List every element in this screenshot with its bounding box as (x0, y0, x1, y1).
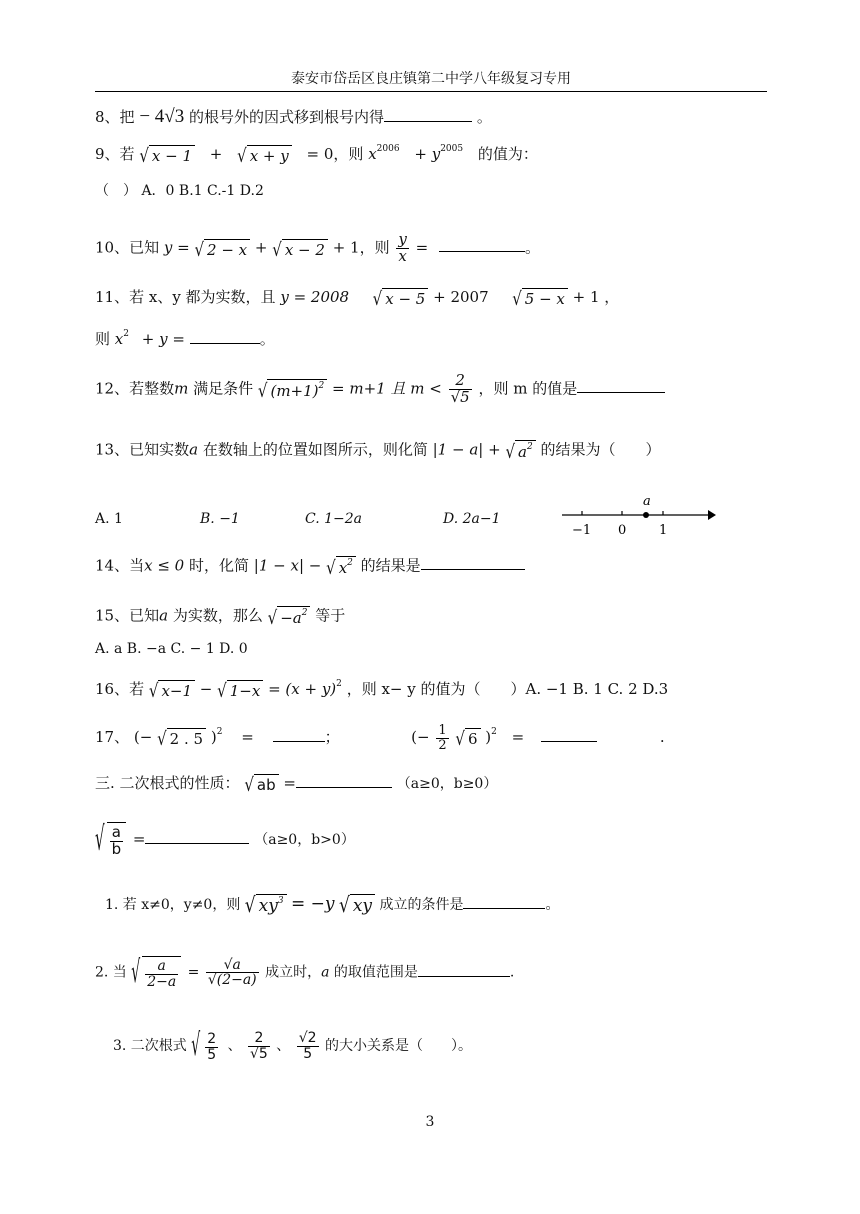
question-14: 14、当x ≤ 0 时，化简 |1 − x| − √ $x^2$ 的结果是 (95, 556, 525, 577)
header-rule (95, 91, 767, 92)
question-8: 8、把 − 4√3 的根号外的因式移到根号内得 。 (95, 106, 492, 127)
section-3-fraction-rule: √ $\frac{a}{b}$ = （a≥0，b>0） (95, 818, 355, 859)
page-header: 泰安市岱岳区良庄镇第二中学八年级复习专用 (291, 71, 571, 87)
problem-1: 1. 若 x≠0，y≠0，则 √ $xy^3 = -y$ √ xy 成立的条件是 。 (105, 893, 560, 919)
number-line (560, 494, 720, 540)
number-line-point-label: a (643, 494, 651, 509)
tick-label: −1 (572, 523, 592, 538)
number-line-point (643, 512, 649, 518)
question-13: 13、已知实数a 在数轴上的位置如图所示，则化简 |1 − a| + √ $a^2$ 的结果为（ ） (95, 440, 661, 464)
page-number: 3 (425, 1114, 435, 1130)
question-12: 12、若整数m 满足条件 √ $(m+1)^2 = m+1$ 且 m < $\frac{2}{√5}$ ，则 m 的值是 (95, 373, 665, 406)
problem-2: 2. 当 √ $\frac{a}{2-a}$ = $\frac{√a}{√(2-a)}$ 成立时，a 的取值范围是 . (95, 955, 515, 991)
question-9-options: （ ） A．0 B.1 C.-1 D.2 (95, 183, 264, 199)
section-3-title: 三. 二次根式的性质： √ ab = （a≥0，b≥0） (95, 773, 498, 797)
problem-3: 3. 二次根式 √ $\frac{2}{5}$ 、 $\frac{2}{√5}$ 、 $\frac{√2}{5}$ 的大小关系是（ ）。 (113, 1028, 473, 1064)
question-17: 17、 (− √ 2 . 5 )$^2$ = ； (− $\frac{1}{2}$ √ 6 )$^2$ = . (95, 723, 665, 753)
question-16: 16、若 √ x−1 − √ $1-x = (x + y)^2$ ，则 x− y 的值为（ ）A. −1 B. 1 C. 2 D.3 (95, 679, 669, 703)
tick-label: 1 (659, 523, 668, 538)
question-15: 15、已知a 为实数，那么 √ $-a^2$ 等于 (95, 606, 346, 630)
tick-label: 0 (618, 523, 627, 538)
question-9: 9、若 √ x − 1 + √ x + y = 0，则 $x^{2006} + y^{2005}$ 的值为： (95, 144, 538, 168)
question-10: 10、已知 y = √ 2 − x + √ x − 2 + 1，则 $\frac{y}{x}$ = 。 (95, 230, 541, 265)
question-11: 11、若 x、y 都为实数，且 y = 2008 √ x − 5 + 2007 √ 5 − x + 1 ， (95, 287, 620, 311)
question-11-line-2: 则 $x^2 + y$ = 。 (95, 329, 275, 348)
question-15-options: A. a B. −a C. − 1 D. 0 (95, 641, 248, 657)
